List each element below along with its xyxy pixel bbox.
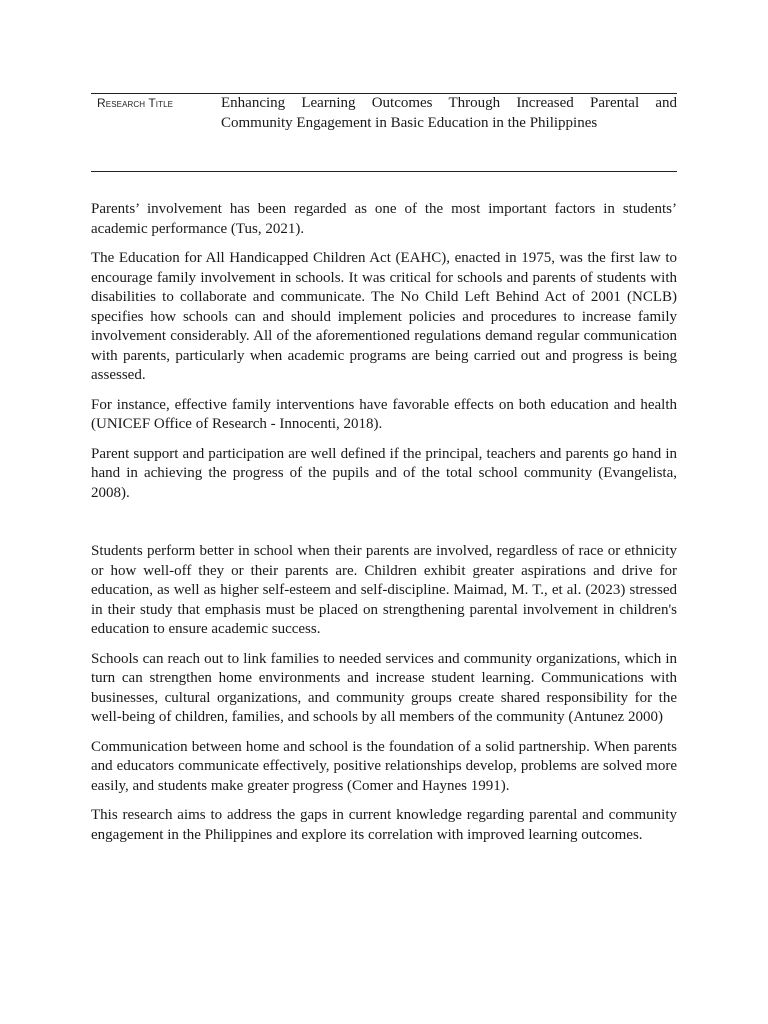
paragraph: Parents’ involvement has been regarded as one of the most important factors in students’ academic performance (Tus, 2021). (91, 201, 677, 237)
paragraph: The Education for All Handicapped Children Act (EAHC), enacted in 1975, was the first law to encourage family involvement in schools. It was critical for schools and parents of students with disabilities to collaborate and communicate. The No Child Left Behind Act of 2001 (NCLB) specifies how schools can and should implement policies and procedures to increase family involvement considerably. All of the aforementioned regulations demand regular communication with parents, particularly when academic programs are being carried out and progress is being assessed. (91, 250, 677, 383)
paragraph: Communication between home and school is the foundation of a solid partnership. When parents and educators communicate effectively, positive relationships develop, problems are solved more easily, and students make greater progress (Comer and Haynes 1991). (91, 738, 677, 794)
paragraph: This research aims to address the gaps in current knowledge regarding parental and community engagement in the Philippines and explore its correlation with improved learning outcomes. (91, 807, 677, 843)
paragraph: Students perform better in school when their parents are involved, regardless of race or ethnicity or how well-off they or their parents are. Children exhibit greater aspirations and drive for education, as well as higher self-esteem and self-discipline. Maimad, M. T., et al. (2023) stressed in their study that emphasis must be placed on strengthening parental involvement in children's education to ensure academic success. (91, 543, 677, 637)
research-title-text: Enhancing Learning Outcomes Through Increased Parental and Community Engagement in Basic Education in the Philippines (221, 95, 677, 131)
paragraph: Schools can reach out to link families to needed services and community organizations, which in turn can strengthen home environments and increase student learning. Communications with businesses, cultural organizations, and community groups create shared responsibility for the well-being of children, families, and schools by all members of the community (Antunez 2000) (91, 650, 677, 725)
research-title-label: Research Title (97, 96, 174, 110)
research-title-block (91, 93, 677, 172)
paragraph: Parent support and participation are well defined if the principal, teachers and parents go hand in hand in achieving the progress of the pupils and of the total school community (Evangelista, 2008). (91, 445, 677, 501)
document-page (91, 93, 677, 855)
paragraph: For instance, effective family interventions have favorable effects on both education and health (UNICEF Office of Research - Innocenti, 2018). (91, 396, 677, 432)
document-body (91, 200, 677, 845)
